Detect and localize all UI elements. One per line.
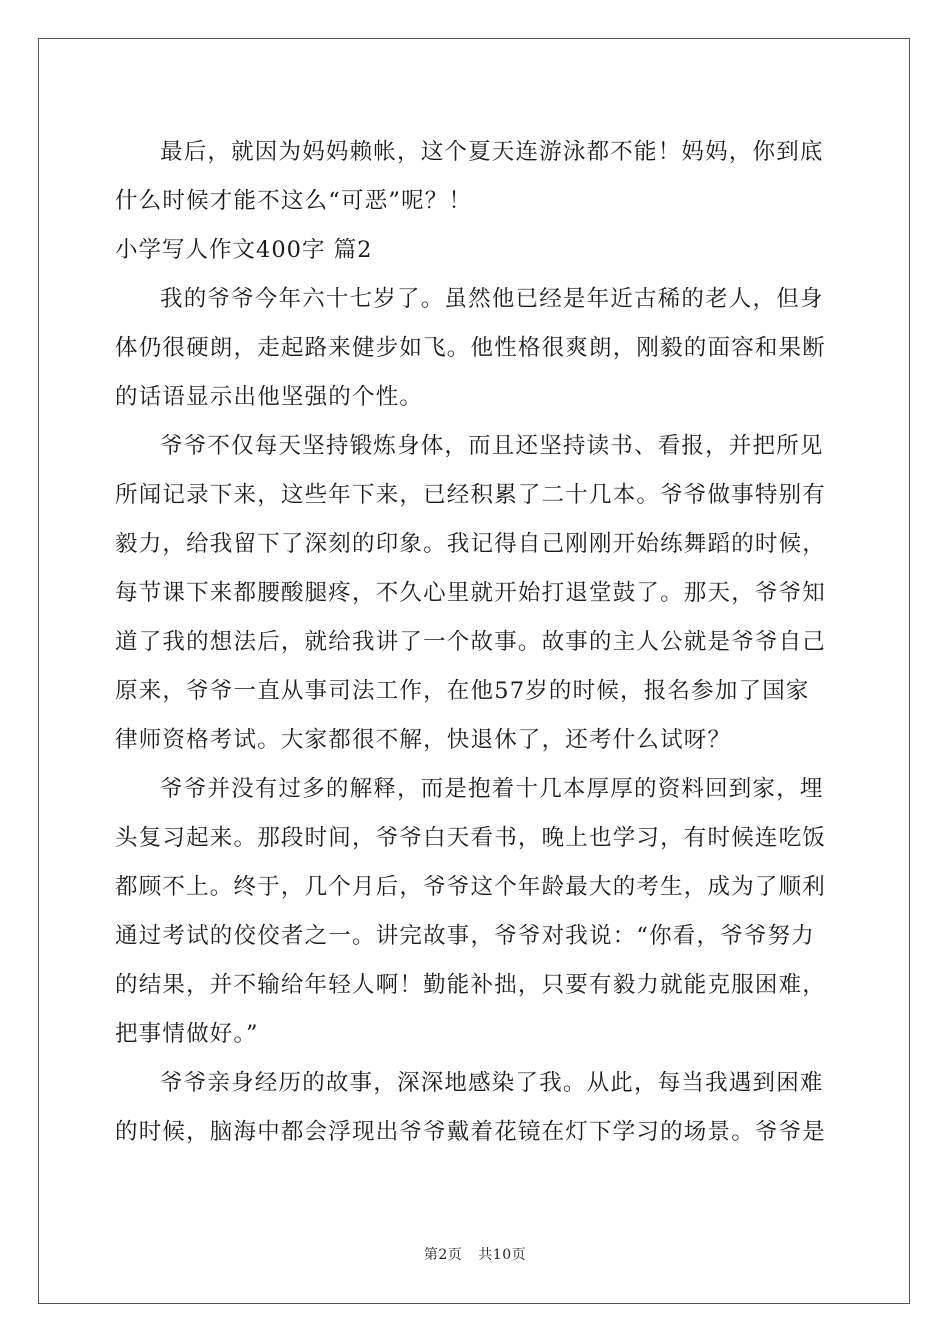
paragraph-1: 最后，就因为妈妈赖帐，这个夏天连游泳都不能！妈妈，你到底 什么时候才能不这么“可恶”呢？！ [115, 139, 824, 214]
page-total: 共10页 [478, 1247, 527, 1263]
page-number: 第2页 [423, 1247, 463, 1263]
section-heading: 小学写人作文400字 篇2 [115, 237, 373, 263]
paragraph-2: 我的爷爷今年六十七岁了。虽然他已经是年近古稀的老人，但身 体仍很硬朗，走起路来健步如飞。他性格很爽朗，刚毅的面容和果断 的话语显示出他坚强的个性。 [115, 286, 827, 410]
page-footer [0, 1244, 950, 1264]
paragraph-5: 爷爷亲身经历的故事，深深地感染了我。从此，每当我遇到困难 的时候，脑海中都会浮现出爷爷戴着花镜在灯下学习的场景。爷爷是 [115, 1070, 827, 1145]
paragraph-4: 爷爷并没有过多的解释，而是抱着十几本厚厚的资料回到家，埋 头复习起来。那段时间，爷爷白天看书，晚上也学习，有时候连吃饭 都顾不上。终于，几个月后，爷爷这个年龄最大的考生，成为了顺利 通过考试的佼佼者之一。讲完故事，爷爷对我说：“你看，爷爷努力 的结果，并不输给年轻人啊！勤能补拙，只要有毅力就能克服困难， 把事情做好。” [115, 776, 827, 1047]
paragraph-3: 爷爷不仅每天坚持锻炼身体，而且还坚持读书、看报，并把所见 所闻记录下来，这些年下来，已经积累了二十几本。爷爷做事特别有 毅力，给我留下了深刻的印象。我记得自己刚刚开始练舞蹈的时候， 每节课下来都腰酸腿疼，不久心里就开始打退堂鼓了。那天，爷爷知 道了我的想法后，就给我讲了一个故事。故事的主人公就是爷爷自己 原来，爷爷一直从事司法工作，在他57岁的时候，报名参加了国家 律师资格考试。大家都很不解，快退休了，还考什么试呀？ [115, 433, 827, 753]
document-body [115, 128, 835, 1157]
